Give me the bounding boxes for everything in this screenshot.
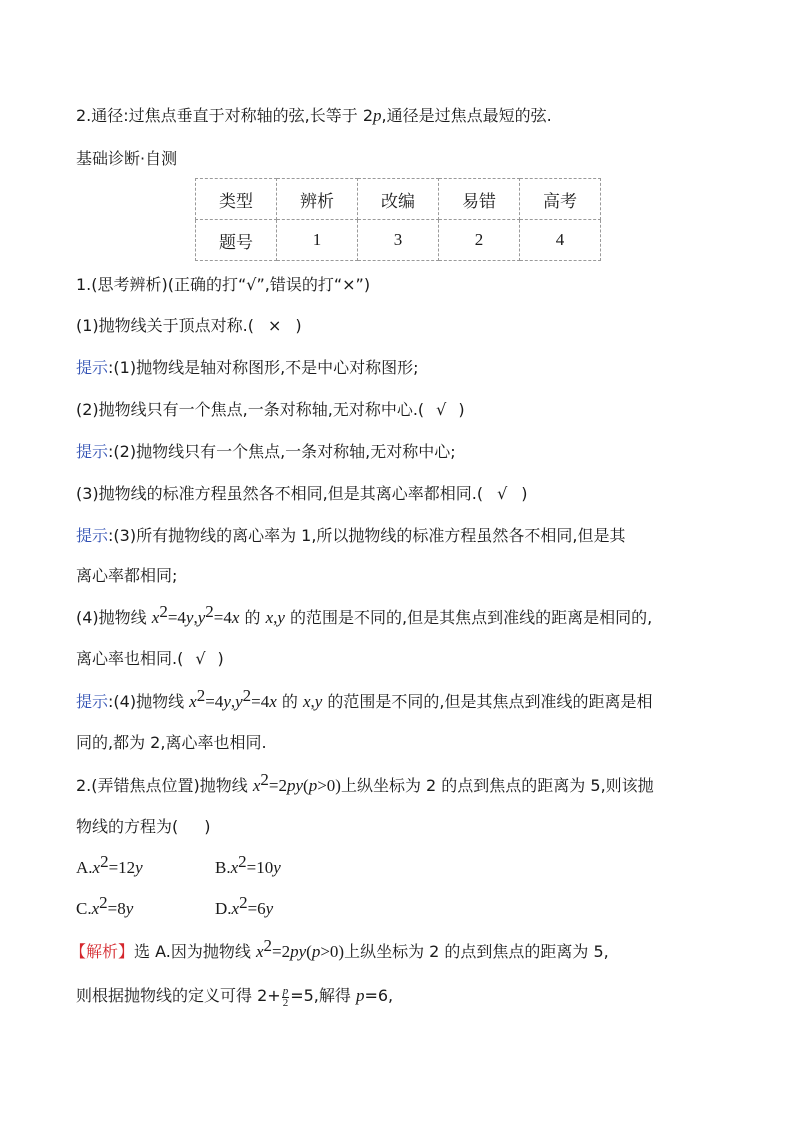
hint-4-line-2: 同的,都为 2,离心率也相同. [76,733,267,752]
answer-mark: √ [497,484,508,503]
answer-mark: √ [195,649,206,668]
option-a[interactable]: $A.x^2=12y$ [76,852,143,877]
table-cell: 题号 [196,220,277,261]
table-cell: 2 [439,220,520,261]
table-cell: 易错 [439,179,520,220]
table-cell: 3 [358,220,439,261]
latus-rectum-definition: 2.通径:过焦点垂直于对称轴的弦,长等于 2p,通径是过焦点最短的弦. [76,106,552,125]
question-2-line-1: 2.(弄错焦点位置)抛物线 $x^2=2py(p>0)$上纵坐标为 2 的点到焦点的距离为 5,则该抛 [76,770,654,795]
question-1-item-3: (3)抛物线的标准方程虽然各不相同,但是其离心率都相同.( √ ) [76,482,528,506]
table-cell: 辨析 [277,179,358,220]
answer-mark: × [268,316,282,335]
section-title: 基础诊断·自测 [76,149,178,168]
table-cell: 4 [520,220,601,261]
hint-label: 提示 [76,692,109,711]
option-d[interactable]: $D.x^2=6y$ [215,893,274,918]
question-1-item-4-line-1: (4)抛物线 $x^2=4y,y^2=4x$ 的 x,y 的范围是不同的,但是其焦点到准线的距离是相同的, [76,602,653,627]
option-c[interactable]: $C.x^2=8y$ [76,893,134,918]
table-row [196,220,601,261]
question-1-item-4-line-2: 离心率也相同.( √ ) [76,647,224,671]
hint-4-line-1: 提示:(4)抛物线 $x^2=4y,y^2=4x$ 的 x,y 的范围是不同的,但是其焦点到准线的距离是相 [76,686,653,711]
table-row [196,179,601,220]
hint-1: 提示:(1)抛物线是轴对称图形,不是中心对称图形; [76,358,419,377]
hint-label: 提示 [76,442,109,461]
hint-label: 提示 [76,358,109,377]
hint-2: 提示:(2)抛物线只有一个焦点,一条对称轴,无对称中心; [76,442,456,461]
question-1-item-1: (1)抛物线关于顶点对称.( × ) [76,314,302,338]
hint-label: 提示 [76,526,109,545]
question-1-stem: 1.(思考辨析)(正确的打“√”,错误的打“×”) [76,275,371,294]
solution-line-2: 则根据抛物线的定义可得 2+ $\frac{p}{2}$ =5,解得 p=6, [76,985,394,1009]
solution-line-1: 【解析】选 A.因为抛物线 $x^2=2py(p>0)$上纵坐标为 2 的点到焦点的距离为 5, [70,936,609,961]
hint-3-line-1: 提示:(3)所有抛物线的离心率为 1,所以抛物线的标准方程虽然各不相同,但是其 [76,526,626,545]
table-cell: 1 [277,220,358,261]
question-2-line-2: 物线的方程为( ) [76,817,211,836]
fraction-p-over-2: $\frac{p}{2}$ [282,985,289,1009]
question-type-table [195,178,601,261]
question-1-item-2: (2)抛物线只有一个焦点,一条对称轴,无对称中心.( √ ) [76,398,465,422]
table-cell: 改编 [358,179,439,220]
hint-3-line-2: 离心率都相同; [76,566,178,585]
table-cell: 类型 [196,179,277,220]
option-b[interactable]: $B.x^2=10y$ [215,852,281,877]
solution-label: 【解析】 [70,942,135,961]
table-cell: 高考 [520,179,601,220]
answer-mark: √ [436,400,447,419]
